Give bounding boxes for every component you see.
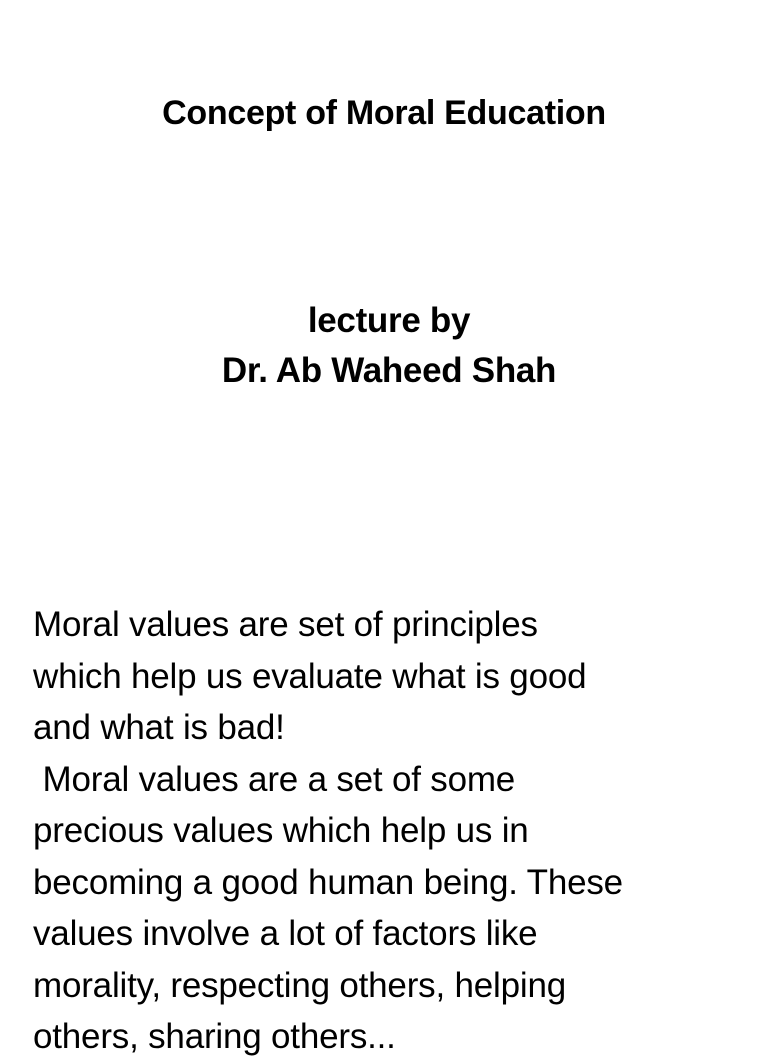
body-line: precious values which help us in	[33, 811, 529, 850]
body-line: which help us evaluate what is good	[33, 656, 587, 696]
body-paragraph	[33, 599, 753, 1063]
byline-author-name: Dr. Ab Waheed Shah	[221, 351, 557, 390]
body-line: morality, respecting others, helping	[33, 965, 566, 1005]
body-line: Moral values are set of principles	[33, 605, 538, 644]
lecturer-byline	[0, 296, 778, 396]
body-line: others, sharing others...	[33, 1017, 396, 1056]
byline-lecture-by: lecture by	[307, 301, 471, 340]
body-line: becoming a good human being. These	[33, 862, 623, 902]
body-line: values involve a lot of factors like	[33, 914, 538, 953]
body-line: and what is bad!	[33, 708, 285, 747]
body-line: Moral values are a set of some	[33, 759, 516, 799]
slide-title: Concept of Moral Education	[162, 94, 606, 132]
